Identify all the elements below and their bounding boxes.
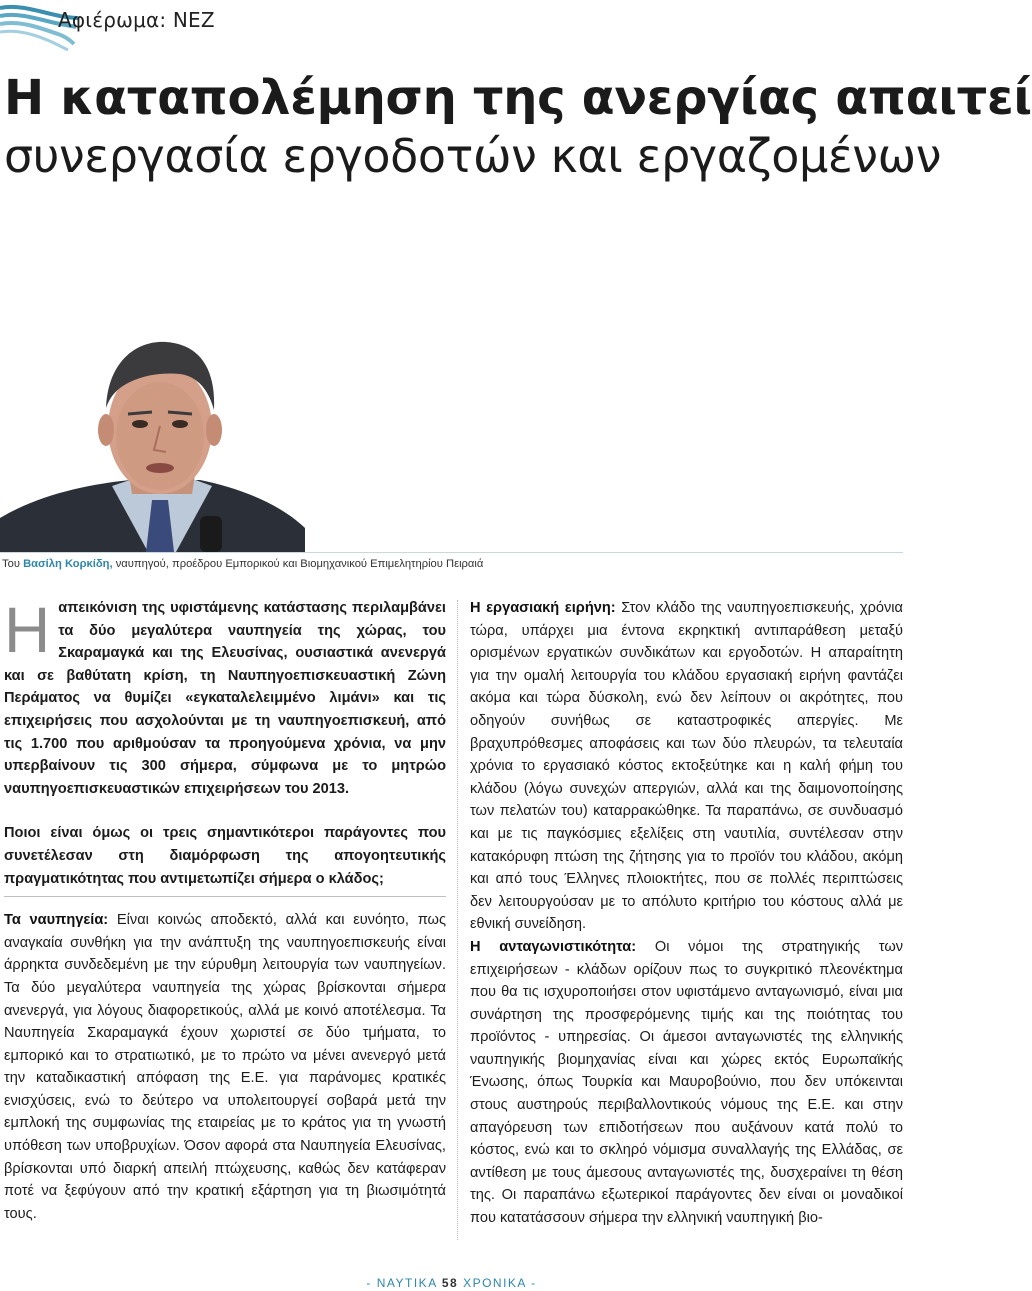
right-column: [470, 597, 903, 1230]
lead-paragraph: απεικόνιση της υφιστάμενης κατάστασης περιλαμβάνει τα δύο μεγαλύτερα ναυπηγεία της χώρας, του Σκαραμαγκά και της Ελευσίνας, ουσιαστικά ανενεργά και σε βαθύτατη κρίση, τη Ναυπηγοεπισκευαστική Ζώνη Περάματος να θυμίζει «εγκαταλελειμμένο λιμάνι» και τις επιχειρήσεις που ασχολούνται με τη ναυπηγοεπισκευή, από τις 1.700 που αριθμούσαν τα προηγούμενα χρόνια, να μην υπερβαίνουν τις 300 σήμερα, σύμφωνα με το μητρώο ναυπηγοεπισκευαστικών επιχειρήσεων του 2013.: [4, 600, 446, 797]
labor-peace-term: Η εργασιακή ειρήνη:: [470, 600, 616, 616]
shipyards-term: Τα ναυπηγεία:: [4, 912, 109, 929]
page-number: 58: [441, 1276, 459, 1290]
labor-peace-paragraph: [470, 597, 903, 936]
caption-rule: [0, 552, 903, 553]
left-column: [4, 594, 446, 1225]
byline-author: Βασίλη Κορκίδη,: [23, 558, 113, 570]
byline-prefix: Του: [2, 558, 24, 570]
question-rule: [4, 896, 446, 897]
byline-suffix: ναυπηγού, προέδρου Εμπορικού και Βιομηχανικού Επιμελητηρίου Πειραιά: [112, 558, 484, 570]
section-label: Αφιέρωμα: ΝΕΖ: [58, 8, 215, 32]
question-paragraph: Ποιοι είναι όμως οι τρεις σημαντικότεροι παράγοντες που συνετέλεσαν στη διαμόρφωση της απογοητευτικής πραγματικότητας που αντιμετωπίζει σήμερα ο κλάδος;: [4, 825, 446, 887]
page-footer: [0, 1276, 903, 1290]
shipyards-paragraph: [4, 909, 446, 1225]
headline-line-2: συνεργασία εργοδοτών και εργαζομένων: [4, 129, 942, 183]
footer-right: ΧΡΟΝΙΚΑ -: [458, 1276, 537, 1290]
author-photo: [0, 318, 305, 552]
footer-left: - ΝΑΥΤΙΚΑ: [366, 1276, 442, 1290]
headline-line-1: Η καταπολέμηση της ανεργίας απαιτεί: [4, 70, 1032, 126]
byline-caption: [2, 558, 483, 570]
section-header: [0, 0, 420, 50]
competitiveness-term: Η ανταγωνιστικότητα:: [470, 938, 637, 955]
shipyards-text: Είναι κοινώς αποδεκτό, αλλά και ευνόητο, πως αναγκαία συνθήκη για την ανάπτυξη της ναυπηγοεπισκευής είναι άρρηκτα συνδεδεμένη με την εύρυθμη λειτουργία των ναυπηγείων. Τα δύο μεγαλύτερα ναυπηγεία της χώρας βρίσκονται σήμερα ανενεργά, για λόγους διαφορετικούς, αλλά με κοινό αποτέλεσμα. Τα Ναυπηγεία Σκαραμαγκά έχουν χωριστεί σε δύο τμήματα, το εμπορικό και το στρατιωτικό, με το πρώτο να μένει ανενεργό μετά την καταδικαστική απόφαση της Ε.Ε. για παράνομες κρατικές ενισχύσεις, ενώ το δεύτερο να υπολειτουργεί σοβαρά μετά την εμπλοκή της συμφωνίας της εταιρείας με το κράτος για τη γνωστή υπόθεση των υποβρυχίων. Όσον αφορά στα Ναυπηγεία Ελευσίνας, βρίσκονται υπό διαρκή απειλή πτώχευσης, καθώς δεν κατάφεραν ποτέ να ξεφύγουν από την κρατική εξάρτηση για τη βιωσιμότητά τους.: [4, 912, 446, 1222]
competitiveness-paragraph: [470, 936, 903, 1230]
competitiveness-text: Οι νόμοι της στρατηγικής των επιχειρήσεων - κλάδων ορίζουν πως το συγκριτικό πλεονέκτημα που θα τις ισχυροποιήσει στον υφιστάμενο ανταγωνισμό, είναι μια συνάρτηση της προσφερόμενης τιμής και της ποιότητας του προϊόντος - υπηρεσίας. Οι άμεσοι ανταγωνιστές της ελληνικής ναυπηγικής βιομηχανίας είναι και χώρες εκτός Ευρωπαϊκής Ένωσης, όπως Τουρκία και Μαυροβούνιο, που δεν υπόκεινται στους αυστηρούς περιβαλλοντικούς νόμους της Ε.Ε. και στην απαγόρευση των επιδοτήσεων που αυξάνουν κατά πολύ το κόστος, ενώ και το σκληρό νόμισμα συναλλαγής της Ελλάδας, σε αντίθεση με τους άμεσους ανταγωνιστές της, δυσχεραίνει τη θέση της. Οι παραπάνω εξωτερικοί παράγοντες δεν είναι οι μοναδικοί που κατατάσσουν σήμερα την ελληνική ναυπηγική βιο-: [470, 938, 904, 1227]
labor-peace-text: Στον κλάδο της ναυπηγοεπισκευής, χρόνια τώρα, υπάρχει μια έντονα εκρηκτική αντιπαράθεση μεταξύ ορισμένων εργατικών συνδικάτων και εργοδοτών. Η απαραίτητη για την ομαλή λειτουργία του κλάδου εργασιακή ειρήνη φαντάζει ακόμα και τώρα δύσκολη, ενώ δεν λείπουν οι ακρότητες, που οδηγούν συνήθως σε καταστροφικές απεργίες. Με βραχυπρόθεσμες αποφάσεις και των δύο πλευρών, τα τελευταία χρόνια το εργασιακό κόστος εκτοξεύτηκε και η καλή φήμη του κλάδου (λόγω συνεχών απεργιών, αλλά και της δαιμονοποίησης των πελατών του) καταρρακώθηκε. Τα παραπάνω, σε συνδυασμό και με τις παγκόσμιες εξελίξεις στη ναυτιλία, συντέλεσαν στην κατακόρυφη πτώση της ζήτησης για το προϊόν του κλάδου, ακόμη και από τους Έλληνες πλοιοκτήτες, που σε πολλές περιπτώσεις δεν λειτουργούσαν με το απόλυτο κριτήριο του κόστους αλλά με εθνική συνείδηση.: [470, 600, 903, 933]
column-separator: [457, 600, 458, 1240]
drop-cap: Η: [4, 594, 51, 666]
